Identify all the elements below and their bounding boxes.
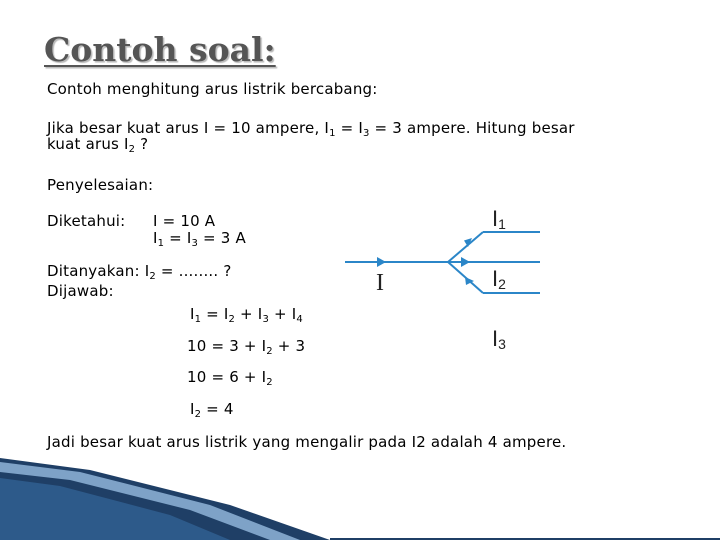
equation-2: $10 = 3 + I_2 + 3$ <box>187 337 306 357</box>
branch-2-label: $I_2$ <box>492 266 506 292</box>
question-line-1: Jika besar kuat arus I = 10 ampere, $I_1 = I_3 = 3$ ampere. Hitung besar <box>47 119 575 139</box>
question-line-2: kuat arus $I_2$ ? <box>47 135 149 155</box>
slide-title: Contoh soal: <box>44 30 276 69</box>
branch-1-label: $I_1$ <box>492 206 506 232</box>
asked-line: Ditanyakan: $I_2$ = ........ ? <box>47 262 232 282</box>
equation-3: $10 = 6 + I_2$ <box>187 368 273 388</box>
conclusion: Jadi besar kuat arus listrik yang mengalir pada I2 adalah 4 ampere. <box>47 433 567 451</box>
known-branch-currents: $I_1 = I_3 = 3$ A <box>153 229 246 249</box>
answered-label: Dijawab: <box>47 282 114 300</box>
known-label: Diketahui: <box>47 212 126 230</box>
equation-1: $I_1 = I_2 + I_3 + I_4$ <box>190 305 303 325</box>
main-current-label: I <box>376 270 384 296</box>
equation-4: $I_2 = 4$ <box>190 400 234 420</box>
branch-3-label: $I_3$ <box>492 326 506 352</box>
solution-heading: Penyelesaian: <box>47 176 154 194</box>
known-current-total: I = 10 A <box>153 212 216 230</box>
example-heading: Contoh menghitung arus listrik bercabang: <box>47 80 378 98</box>
